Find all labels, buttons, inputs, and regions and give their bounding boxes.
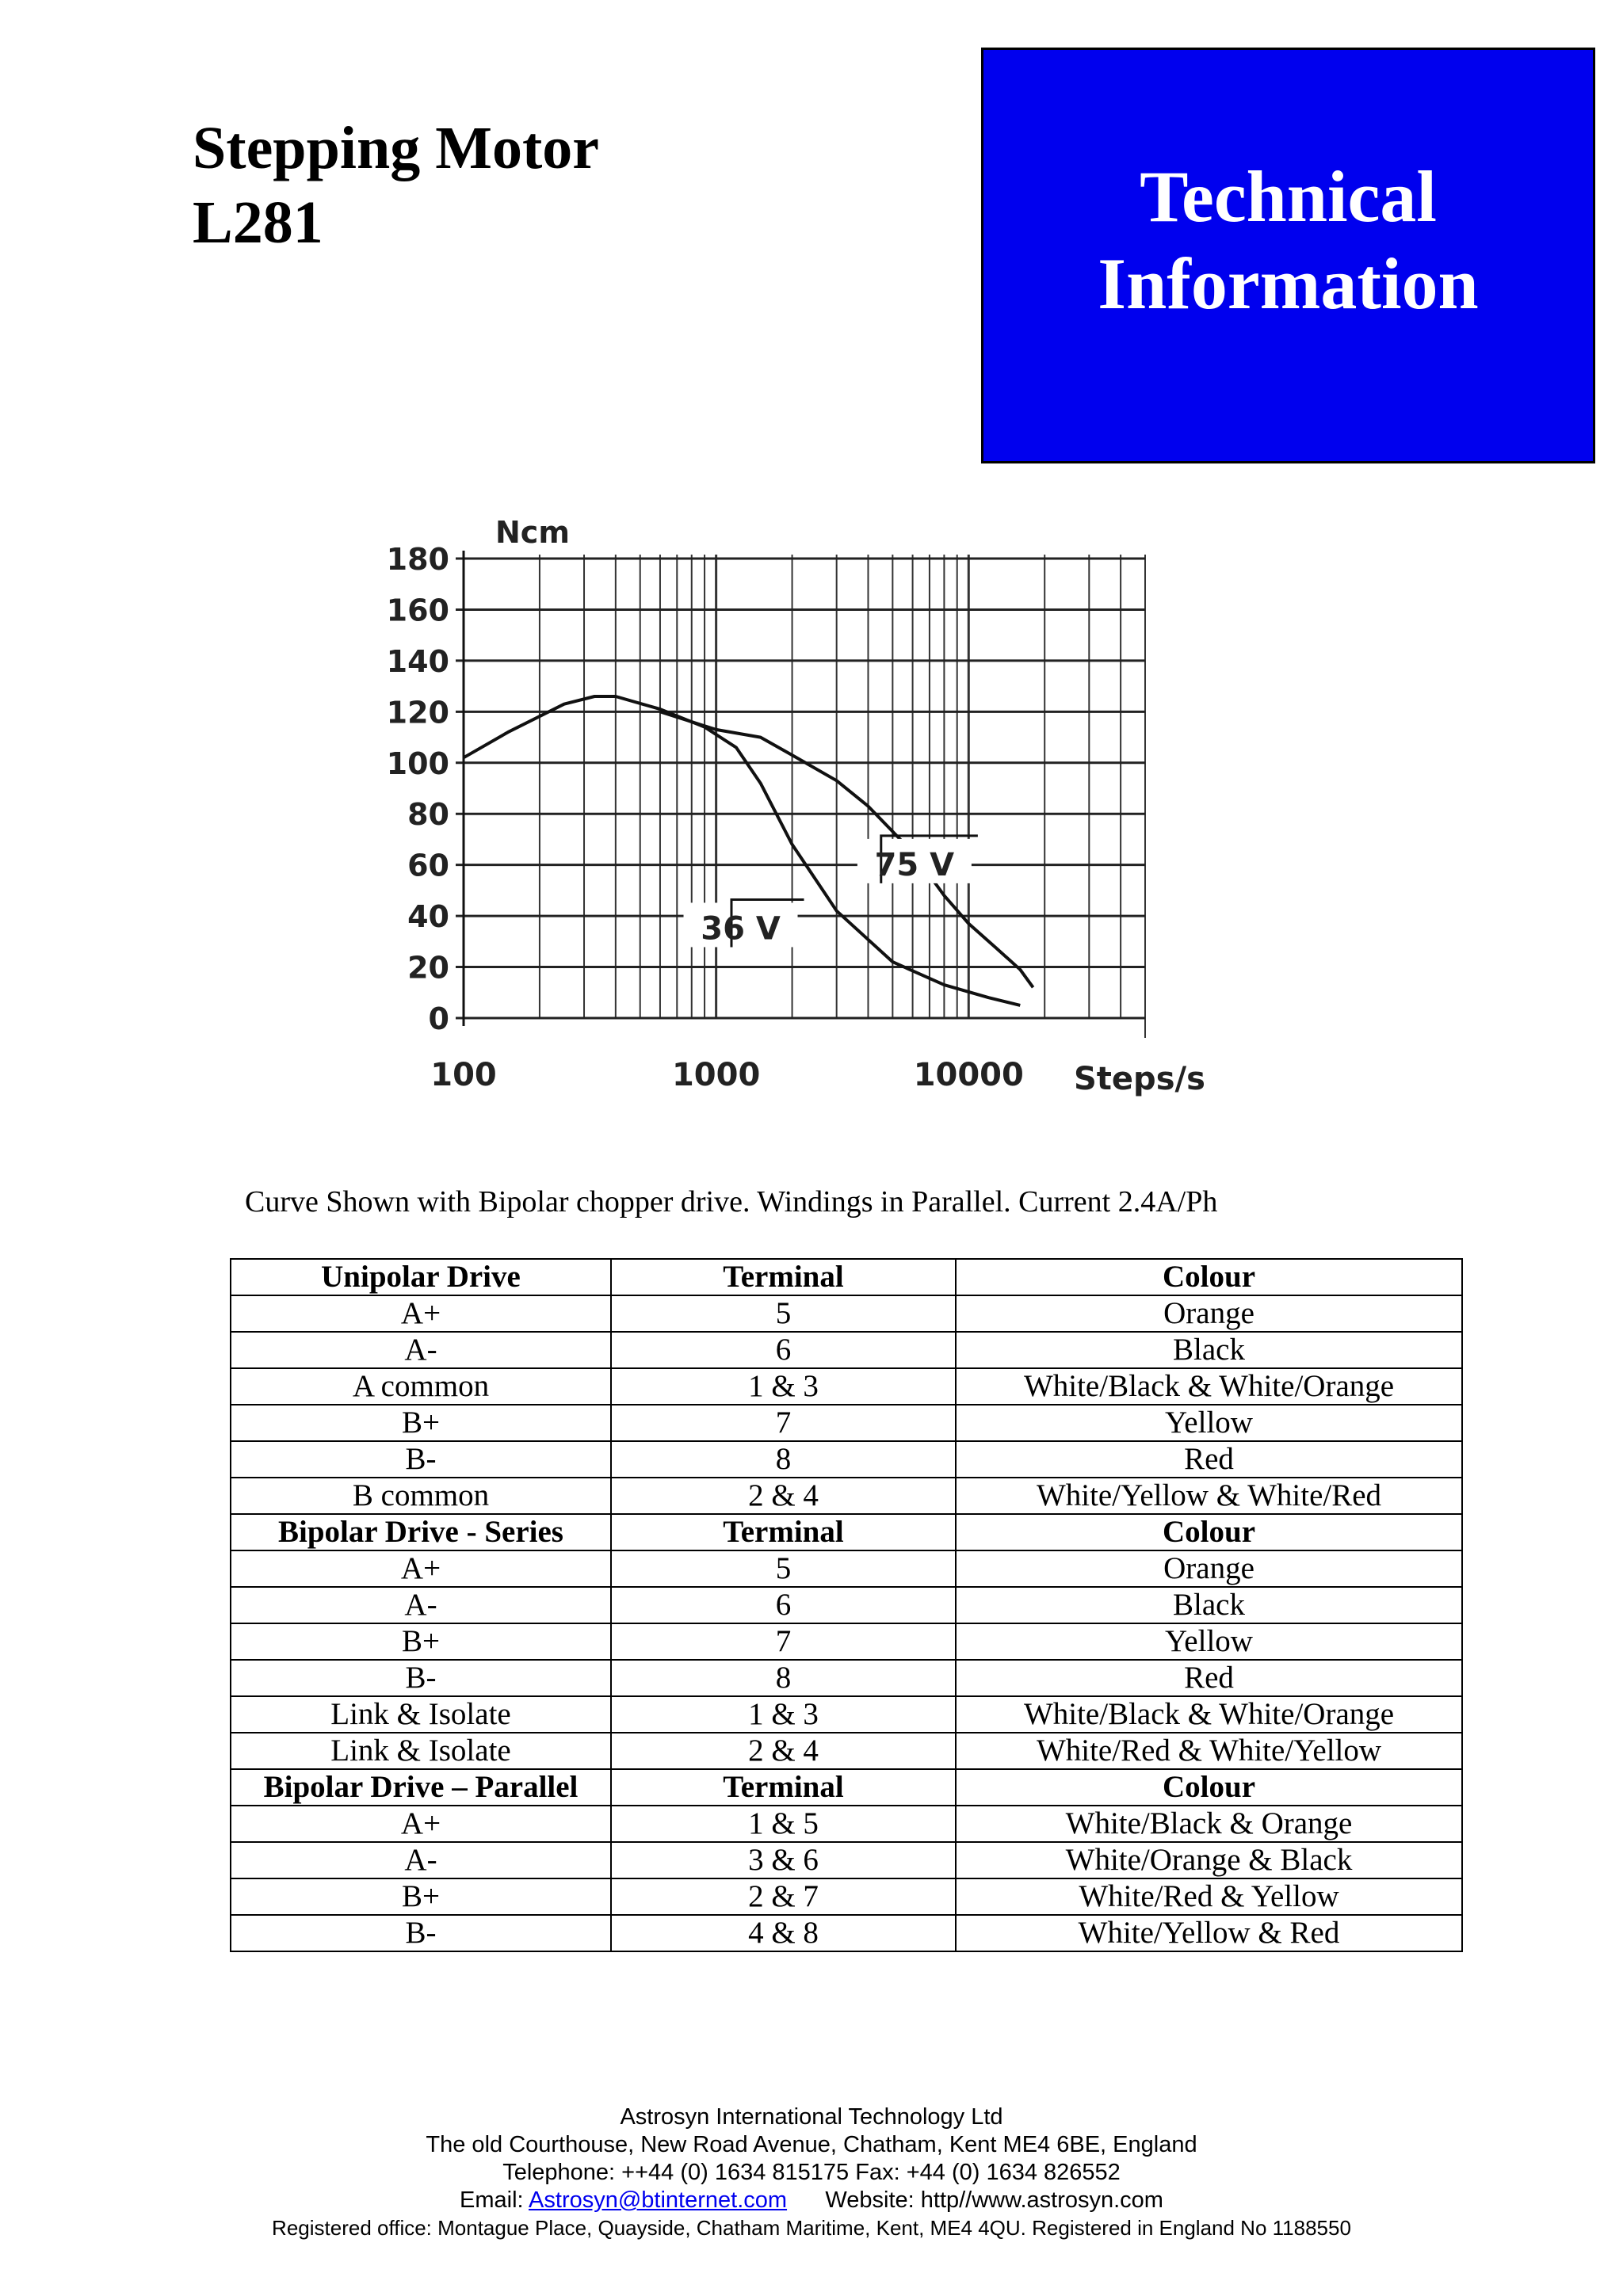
email-link[interactable]: Astrosyn@btinternet.com [529, 2187, 788, 2213]
y-axis-label: Ncm [495, 515, 570, 550]
x-tick-label: 1000 [671, 1057, 761, 1093]
table-cell: A- [231, 1332, 611, 1368]
badge-line-2: Information [1098, 243, 1479, 324]
x-axis-label: Steps/s [1074, 1061, 1205, 1097]
table-cell: 2 & 7 [611, 1878, 956, 1915]
table-header-cell: Terminal [611, 1259, 956, 1295]
table-section-header [231, 1514, 1462, 1550]
footer-email-label: Email: [460, 2187, 529, 2213]
table-row [231, 1842, 1462, 1878]
annotation-label: 75 V [874, 846, 955, 883]
footer-website: Website: http//www.astrosyn.com [825, 2187, 1163, 2213]
table-header-cell: Terminal [611, 1514, 956, 1550]
chart-grid [456, 555, 1145, 1038]
footer-company: Astrosyn International Technology Ltd [620, 2104, 1003, 2130]
table-header-cell: Colour [956, 1514, 1462, 1550]
table-cell: 8 [611, 1441, 956, 1478]
table-cell: B+ [231, 1878, 611, 1915]
table-row [231, 1550, 1462, 1587]
table-cell: B common [231, 1478, 611, 1514]
table-cell: 3 & 6 [611, 1842, 956, 1878]
y-tick-label: 40 [407, 899, 449, 935]
table-cell: 2 & 4 [611, 1478, 956, 1514]
table-row [231, 1733, 1462, 1769]
chart-annotations [684, 836, 978, 948]
title-line-model: L281 [193, 189, 323, 256]
table-cell: 6 [611, 1332, 956, 1368]
chart-caption: Curve Shown with Bipolar chopper drive. Windings in Parallel. Current 2.4A/Ph [245, 1185, 1218, 1219]
table-row [231, 1660, 1462, 1696]
table-cell: B+ [231, 1623, 611, 1660]
table-cell: A- [231, 1587, 611, 1623]
table-cell: Yellow [956, 1405, 1462, 1441]
table-cell: 1 & 5 [611, 1806, 956, 1842]
table-section-header [231, 1769, 1462, 1806]
table-cell: 1 & 3 [611, 1696, 956, 1733]
table-cell: 1 & 3 [611, 1368, 956, 1405]
table-row [231, 1405, 1462, 1441]
x-tick-label: 10000 [913, 1057, 1024, 1093]
footer-address: The old Courthouse, New Road Avenue, Chatham, Kent ME4 6BE, England [426, 2132, 1197, 2157]
table-cell: B- [231, 1915, 611, 1951]
table-cell: Yellow [956, 1623, 1462, 1660]
table-cell: White/Black & White/Orange [956, 1368, 1462, 1405]
y-tick-label: 140 [386, 643, 449, 679]
footer-registered: Registered office: Montague Place, Quayside, Chatham Maritime, Kent, ME4 4QU. Registered in England No 1188550 [272, 2216, 1351, 2240]
table-cell: Link & Isolate [231, 1733, 611, 1769]
table-cell: B- [231, 1660, 611, 1696]
table-cell: B- [231, 1441, 611, 1478]
y-tick-label: 100 [386, 746, 449, 781]
table-row [231, 1696, 1462, 1733]
table-row [231, 1332, 1462, 1368]
table-header-cell: Colour [956, 1769, 1462, 1806]
y-tick-label: 180 [386, 542, 449, 577]
table-cell: A common [231, 1368, 611, 1405]
table-row [231, 1478, 1462, 1514]
table-cell: A+ [231, 1550, 611, 1587]
table-row [231, 1915, 1462, 1951]
table-cell: 7 [611, 1623, 956, 1660]
table-header-cell: Unipolar Drive [231, 1259, 611, 1295]
table-cell: White/Black & Orange [956, 1806, 1462, 1842]
technical-information-badge [981, 48, 1595, 463]
y-tick-label: 120 [386, 695, 449, 730]
table-row [231, 1587, 1462, 1623]
table-cell: Link & Isolate [231, 1696, 611, 1733]
footer-telephone: Telephone: ++44 (0) 1634 815175 Fax: +44 (0) 1634 826552 [502, 2160, 1121, 2185]
x-tick-label: 100 [430, 1057, 497, 1093]
table-cell: 5 [611, 1550, 956, 1587]
y-tick-label: 0 [428, 1001, 449, 1036]
table-row [231, 1368, 1462, 1405]
table-cell: A+ [231, 1806, 611, 1842]
table-cell: White/Red & White/Yellow [956, 1733, 1462, 1769]
table-cell: 6 [611, 1587, 956, 1623]
table-cell: White/Black & White/Orange [956, 1696, 1462, 1733]
y-tick-label: 60 [407, 848, 449, 883]
table-cell: White/Red & Yellow [956, 1878, 1462, 1915]
table-cell: White/Yellow & Red [956, 1915, 1462, 1951]
page-title [193, 111, 599, 260]
torque-speed-chart [369, 491, 1209, 1117]
table-cell: A+ [231, 1295, 611, 1332]
table-cell: Orange [956, 1295, 1462, 1332]
table-cell: A- [231, 1842, 611, 1878]
table-cell: Black [956, 1332, 1462, 1368]
table-cell: 8 [611, 1660, 956, 1696]
table-header-cell: Bipolar Drive - Series [231, 1514, 611, 1550]
footer-contact [0, 2187, 1623, 2214]
table-cell: White/Orange & Black [956, 1842, 1462, 1878]
y-tick-label: 20 [407, 950, 449, 986]
pinout-table [230, 1258, 1463, 1952]
table-cell: 5 [611, 1295, 956, 1332]
table-cell: 2 & 4 [611, 1733, 956, 1769]
table-cell: White/Yellow & White/Red [956, 1478, 1462, 1514]
badge-line-1: Technical [1140, 156, 1437, 237]
table-header-cell: Terminal [611, 1769, 956, 1806]
y-tick-label: 160 [386, 593, 449, 628]
table-row [231, 1441, 1462, 1478]
table-header-cell: Bipolar Drive – Parallel [231, 1769, 611, 1806]
table-row [231, 1878, 1462, 1915]
title-line-product: Stepping Motor [193, 115, 599, 181]
table-cell: B+ [231, 1405, 611, 1441]
table-row [231, 1295, 1462, 1332]
annotation-label: 36 V [701, 910, 781, 948]
table-cell: Orange [956, 1550, 1462, 1587]
table-cell: 7 [611, 1405, 956, 1441]
table-row [231, 1623, 1462, 1660]
table-cell: Red [956, 1441, 1462, 1478]
table-header-cell: Colour [956, 1259, 1462, 1295]
table-cell: Red [956, 1660, 1462, 1696]
table-row [231, 1806, 1462, 1842]
table-cell: 4 & 8 [611, 1915, 956, 1951]
table-cell: Black [956, 1587, 1462, 1623]
table-section-header [231, 1259, 1462, 1295]
footer [0, 2103, 1623, 2242]
y-tick-label: 80 [407, 797, 449, 833]
